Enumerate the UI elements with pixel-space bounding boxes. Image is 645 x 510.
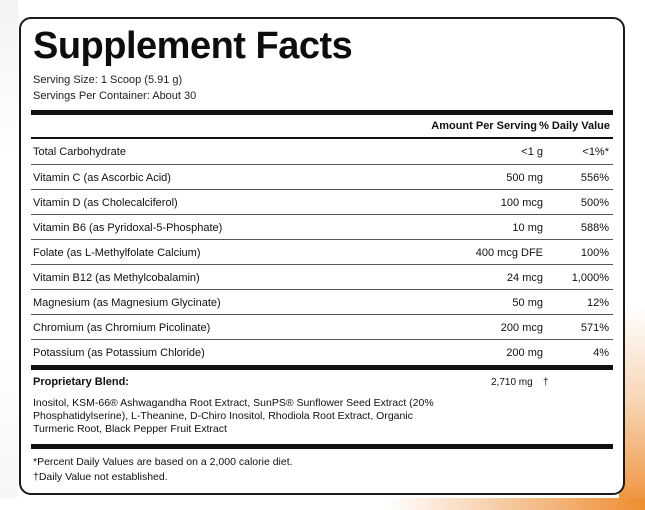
thick-divider-top — [31, 110, 613, 115]
supplement-facts-panel — [19, 17, 625, 495]
table-row — [31, 215, 613, 240]
table-row — [31, 265, 613, 290]
nutrient-amount: 100 mcg — [500, 196, 543, 209]
table-row — [31, 340, 613, 365]
nutrient-daily-value: 556% — [580, 171, 609, 184]
proprietary-blend-amount: 2,710 mg — [491, 377, 533, 388]
nutrient-daily-value: 1,000% — [571, 271, 609, 284]
proprietary-blend-label: Proprietary Blend: — [33, 376, 129, 388]
nutrient-amount: 10 mg — [512, 221, 543, 234]
nutrient-name: Vitamin C (as Ascorbic Acid) — [33, 171, 171, 184]
nutrient-amount: 500 mg — [506, 171, 543, 184]
background-left — [0, 0, 18, 510]
table-row — [31, 190, 613, 215]
proprietary-blend-ingredients: Inositol, KSM-66® Ashwagandha Root Extract, SunPS® Sunflower Seed Extract (20% Phosphatidylserine), L-Theanine, D-Chiro Inositol, Rhodiola Root Extract, Organic Turmeric Root, Black Pepper Fruit Extract — [33, 397, 434, 435]
table-row — [31, 165, 613, 190]
thick-divider-bottom — [31, 444, 613, 449]
nutrient-name: Total Carbohydrate — [33, 145, 126, 158]
footnote-dagger: †Daily Value not established. — [33, 471, 168, 483]
table-row — [31, 315, 613, 340]
nutrient-daily-value: <1%* — [582, 145, 609, 158]
nutrient-name: Potassium (as Potassium Chloride) — [33, 346, 205, 359]
nutrient-daily-value: 4% — [593, 346, 609, 359]
table-row — [31, 240, 613, 265]
background-bottom-accent — [0, 498, 645, 510]
table-row — [31, 290, 613, 315]
label-title: Supplement Facts — [33, 25, 353, 67]
servings-per-container: Servings Per Container: About 30 — [33, 90, 197, 102]
nutrient-amount: 400 mcg DFE — [475, 246, 543, 259]
serving-size: Serving Size: 1 Scoop (5.91 g) — [33, 74, 183, 86]
nutrient-name: Chromium (as Chromium Picolinate) — [33, 321, 211, 334]
nutrient-amount: <1 g — [521, 145, 543, 158]
nutrient-amount: 200 mg — [506, 346, 543, 359]
column-header-daily-value: % Daily Value — [539, 120, 610, 132]
nutrient-daily-value: 12% — [586, 296, 609, 309]
nutrient-name: Vitamin B6 (as Pyridoxal-5-Phosphate) — [33, 221, 223, 234]
column-header-amount: Amount Per Serving — [431, 120, 537, 132]
nutrient-daily-value: 100% — [580, 246, 609, 259]
proprietary-blend-daily-value: † — [543, 377, 549, 388]
nutrient-daily-value: 588% — [580, 221, 609, 234]
nutrient-name: Vitamin D (as Cholecalciferol) — [33, 196, 178, 209]
nutrient-amount: 50 mg — [512, 296, 543, 309]
nutrient-daily-value: 500% — [580, 196, 609, 209]
nutrient-amount: 200 mcg — [500, 321, 543, 334]
nutrient-name: Folate (as L-Methylfolate Calcium) — [33, 246, 201, 259]
footnote-daily-values: *Percent Daily Values are based on a 2,000 calorie diet. — [33, 456, 293, 468]
nutrient-name: Magnesium (as Magnesium Glycinate) — [33, 296, 221, 309]
nutrient-daily-value: 571% — [580, 321, 609, 334]
nutrient-amount: 24 mcg — [506, 271, 543, 284]
nutrient-name: Vitamin B12 (as Methylcobalamin) — [33, 271, 200, 284]
thick-divider-blend — [31, 365, 613, 370]
table-row — [31, 139, 613, 164]
